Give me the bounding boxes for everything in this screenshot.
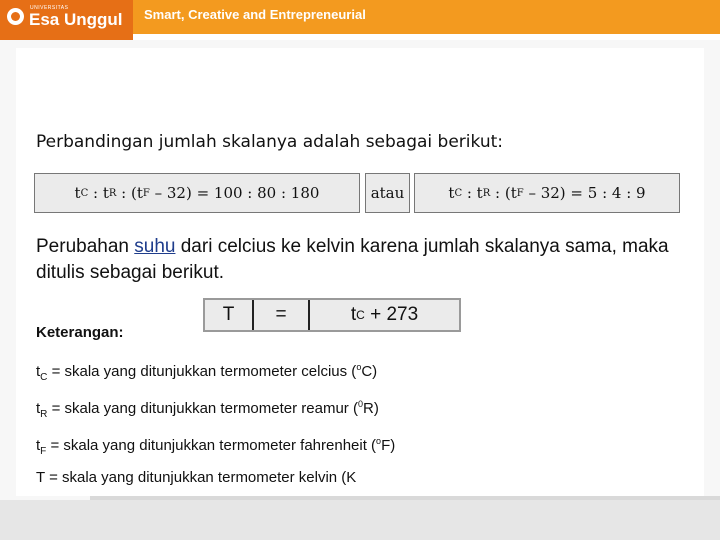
ratio-or-box (365, 173, 410, 213)
ratio-text: : (t (490, 184, 517, 202)
item-var: t (36, 400, 41, 417)
ratio-text: : t (88, 184, 109, 202)
ratio-box-1 (34, 173, 360, 213)
ratio-sub: C (80, 187, 89, 199)
item-sub: F (40, 446, 47, 457)
ratio-sub: F (142, 187, 150, 199)
item-sup: o (376, 436, 382, 446)
conversion-paragraph (36, 234, 676, 286)
list-item (36, 465, 395, 491)
ratio-text: – 32) = 5 : 4 : 9 (523, 184, 646, 202)
item-sub: R (40, 409, 48, 420)
item-text: = skala yang ditunjukkan termometer reamur ( (47, 400, 358, 417)
item-text: = skala yang ditunjukkan termometer fahrenheit ( (46, 437, 377, 454)
keterangan-list (36, 354, 395, 491)
ratio-sub: R (108, 187, 117, 199)
item-text: = skala yang ditunjukkan termometer celcius ( (47, 363, 357, 380)
item-var: t (36, 437, 41, 454)
section-heading: Perbandingan jumlah skalanya adalah sebagai berikut: (36, 132, 504, 152)
or-text: atau (370, 184, 405, 202)
formula-lhs: T (205, 300, 254, 330)
paragraph-text: dari celcius ke kelvin karena jumlah skalanya sama, maka ditulis sebagai berikut. (36, 236, 669, 283)
keterangan-title: Keterangan: (36, 324, 124, 341)
ratio-text: : (t (116, 184, 143, 202)
logo-text: Esa Unggul (29, 10, 123, 29)
item-var: t (36, 363, 41, 380)
logo-emblem-icon (7, 8, 24, 25)
list-item (36, 391, 395, 428)
kelvin-formula-table (203, 298, 461, 332)
tagline: Smart, Creative and Entrepreneurial (144, 7, 366, 22)
logo-small-text: UNIVERSITAS (30, 5, 69, 11)
item-sup: o (356, 362, 362, 372)
list-item (36, 354, 395, 391)
formula-var: t (350, 304, 357, 325)
item-var: T (36, 469, 45, 486)
item-unit: F) (381, 437, 396, 454)
ratio-sub: R (482, 187, 491, 199)
university-logo[interactable] (0, 0, 133, 40)
formula-rhs (310, 300, 459, 330)
ratio-text: t (74, 184, 81, 202)
item-sub: C (40, 372, 48, 383)
item-sup: 0 (357, 399, 363, 409)
ratio-text: – 32) = 100 : 80 : 180 (149, 184, 320, 202)
footer-bar (0, 500, 720, 540)
item-text: = skala yang ditunjukkan termometer kelvin (K (44, 469, 357, 486)
ratio-sub: C (454, 187, 463, 199)
item-unit: C) (361, 363, 378, 380)
formula-sub: C (356, 308, 365, 322)
formula-equals: = (254, 300, 310, 330)
list-item (36, 428, 395, 465)
item-unit: R) (362, 400, 379, 417)
ratio-text: : t (462, 184, 483, 202)
formula-tail: + 273 (364, 304, 419, 325)
ratio-box-2 (414, 173, 680, 213)
ratio-sub: F (516, 187, 524, 199)
paragraph-text: Perubahan (36, 236, 135, 257)
header-bar (0, 0, 720, 34)
ratio-text: t (448, 184, 455, 202)
suhu-link[interactable]: suhu (134, 236, 176, 257)
